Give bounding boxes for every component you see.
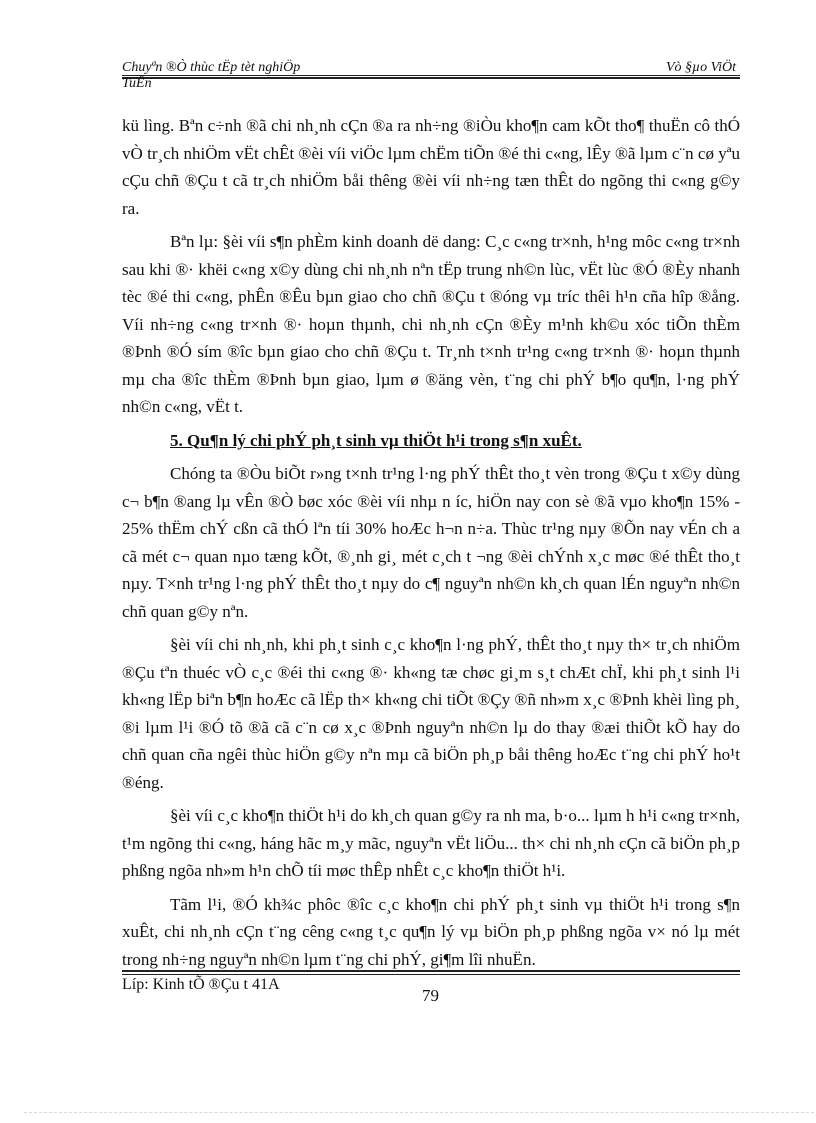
header-rule (122, 75, 740, 76)
header-title: Chuyªn ®Ò thùc tËp tèt nghiÖp (122, 60, 301, 75)
document-body (122, 112, 740, 979)
header-rule-thick (122, 77, 740, 79)
page-footer (122, 970, 740, 1030)
page-number: 79 (422, 986, 439, 1005)
section-heading: 5. Qu¶n lý chi phÝ ph¸t sinh vµ thiÖt h¹i trong s¶n xuÊt. (170, 430, 582, 450)
paragraph: §èi víi c¸c kho¶n thiÖt h¹i do kh¸ch quan g©y ra nh ma, b·o... lµm h h¹i c«ng tr×nh, t¹m ngõng thi c«ng, háng hãc m¸y mãc, nguyªn vËt liÖu... th× chi nh¸nh cÇn cã biÖn ph¸p phßng ngõa nh»m h¹n chÕ tíi møc thÊp nhÊt c¸c kho¶n thiÖt h¹i. (122, 806, 740, 880)
footer-rule-thick (122, 970, 740, 972)
paragraph: kü lìng. Bªn c÷nh ®ã chi nh¸nh cÇn ®a ra nh÷ng ®iÒu kho¶n cam kÕt tho¶ thuËn cô thÓ vÒ tr¸ch nhiÖm vËt chÊt ®èi víi viÖc lµm chËm tiÕn ®é thi c«ng, lÊy ®ã lµm c¨n cø yªu cÇu chñ ®Çu t cã tr¸ch nhiÖm båi thêng ®èi víi nh÷ng tæn thÊt do ngõng thi c«ng g©y ra. (122, 116, 740, 218)
page-header (122, 60, 740, 94)
paragraph: Tãm l¹i, ®Ó kh¾c phôc ®îc c¸c kho¶n chi phÝ ph¸t sinh vµ thiÖt h¹i trong s¶n xuÊt, chi nh¸nh cÇn t¨ng cêng c«ng t¸c qu¶n lý vµ biÖn ph¸p phßng ngõa v× nó lµ mét trong nh÷ng nguyªn nh©n lµm t¨ng chi phÝ, gi¶m lîi nhuËn. (122, 894, 740, 969)
paragraph: Bªn lµ: §èi víi s¶n phÈm kinh doanh dë dang: C¸c c«ng tr×nh, h¹ng môc c«ng tr×nh sau khi ®· khëi c«ng x©y dùng chi nh¸nh nªn tËp trung nh©n lùc, vËt lùc ®Ó ®Èy nhanh tèc ®é thi c«ng, phÊn ®Êu bµn giao cho chñ ®Çu t ®óng vµ tríc thêi h¹n cña hîp ®ång. Víi nh÷ng c«ng tr×nh ®· hoµn thµnh, chi nh¸nh cÇn ®Èy m¹nh kh©u xóc tiÕn thÈm ®Þnh ®Ó sím ®îc bµn giao cho chñ ®Çu t. Tr¸nh t×nh tr¹ng c«ng tr×nh ®· hoµn thµnh mµ cha ®îc thÈm ®Þnh bµn giao, lµm ø ®äng vèn, t¨ng chi phÝ b¶o qu¶n, l·ng phÝ nh©n c«ng, vËt t. (122, 232, 740, 416)
header-author: Vò §µo ViÖt (665, 60, 736, 75)
paragraph: §èi víi chi nh¸nh, khi ph¸t sinh c¸c kho¶n l·ng phÝ, thÊt tho¸t nµy th× tr¸ch nhiÖm ®Çu tªn thuéc vÒ c¸c ®éi thi c«ng ®· kh«ng tæ chøc gi¸m s¸t chÆt chÏ, khi ph¸t sinh l¹i kh«ng lËp biªn b¶n hoÆc cã lËp th× kh«ng chi tiÕt ®Çy ®ñ nh»m x¸c ®Þnh khèi lìng ph¸ ®i lµm l¹i ®Ó tõ ®ã cã c¨n cø x¸c ®Þnh nguyªn nh©n lµ do thay ®æi thiÕt kÕ hay do chñ quan cña ngêi thùc hiÖn g©y nªn mµ cã biÖn ph¸p båi thêng hoÆc t¨ng chi phÝ ho¹t ®éng. (122, 635, 740, 792)
footer-class-label: Líp: Kinh tÕ ®Çu t 41A (122, 976, 280, 993)
header-title-continued: TuÊn (122, 76, 152, 91)
paragraph: Chóng ta ®Òu biÕt r»ng t×nh tr¹ng l·ng phÝ thÊt tho¸t vèn trong ®Çu t x©y dùng c¬ b¶n ®ang lµ vÊn ®Ò bøc xóc ®èi víi nhµ n íc, hiÖn nay con sè ®ã vµo kho¶n 15% - 25% thËm chÝ cßn cã thÓ lªn tíi 30% hoÆc h¬n n÷a. Thùc tr¹ng nµy ®Õn nay vÉn ch a cã mét c¬ quan nµo tæng kÕt, ®¸nh gi¸ mét c¸ch t ¬ng ®èi chÝnh x¸c møc ®é thÊt tho¸t nµy. T×nh tr¹ng l·ng phÝ thÊt tho¸t nµy do c¶ nguyªn nh©n kh¸ch quan lÉn nguyªn nh©n chñ quan g©y nªn. (122, 464, 740, 621)
footer-rule (122, 974, 740, 975)
page-bottom-divider (24, 1112, 814, 1113)
